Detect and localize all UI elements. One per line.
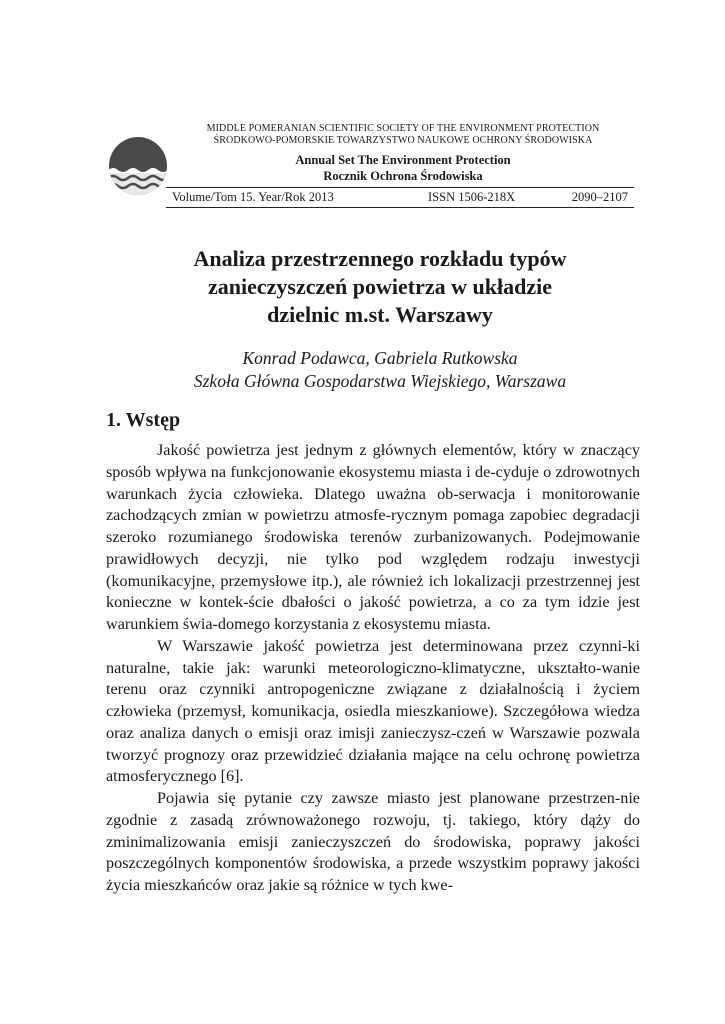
author-names: Konrad Podawca, Gabriela Rutkowska bbox=[242, 348, 518, 368]
page-range: 2090–2107 bbox=[571, 190, 628, 204]
volume-year: Volume/Tom 15. Year/Rok 2013 bbox=[172, 190, 334, 204]
society-name-pl: ŚRODKOWO-POMORSKIE TOWARZYSTWO NAUKOWE OCHRONY ŚRODOWISKA bbox=[213, 135, 593, 146]
section-heading: 1. Wstęp bbox=[106, 409, 181, 431]
paragraph-2: W Warszawie jakość powietrza jest determinowana przez czynni-ki naturalne, takie jak: warunki meteorologiczno-klimatyczne, ukształto-wanie terenu oraz czynniki antropogeniczne związane z działalnością i życiem człowieka (przemysł, komunikacja, osiedla mieszkaniowe). Szczegółowa wiedza oraz analiza danych o emisji oraz imisji zanieczysz-czeń w Warszawie pozwala tworzyć prognozy oraz przewidzieć działania mające na celu ochronę powietrza atmosferycznego [6]. bbox=[106, 636, 640, 786]
paragraph-3: Pojawia się pytanie czy zawsze miasto jest planowane przestrzen-nie zgodnie z zasadą zrównoważonego rozwoju, tj. takiego, który dąży do zminimalizowania emisji zanieczyszczeń do środowiska, poprawy jakości poszczególnych komponentów środowiska, a przede wszystkim poprawy jakości życia mieszkańców oraz jakie są różnice w tych kwe- bbox=[106, 789, 640, 894]
header-rule-top bbox=[166, 187, 634, 188]
paper-title-line-2: zanieczyszczeń powietrza w układzie bbox=[208, 274, 552, 299]
annual-title-pl: Rocznik Ochrona Środowiska bbox=[323, 169, 483, 183]
paragraph-1: Jakość powietrza jest jednym z głównych elementów, który w znaczący sposób wpływa na funkcjonowanie ekosystemu miasta i de-cyduje o zdrowotnych warunkach życia człowieka. Dlatego uważna ob-serwacja i monitorowanie zachodzących zmian w powietrzu atmosfe-rycznym pomaga zapobiec degradacji szeroko rozumianego środowiska terenów zurbanizowanych. Podejmowanie prawidłowych decyzji, nie tylko pod względem rodzaju inwestycji (komunikacyjne, przemysłowe itp.), ale również ich lokalizacji przestrzennej jest konieczne w kontek-ście dbałości o jakość powietrza, a co za tym idzie jest warunkiem świa-domego korzystania z ekosystemu miasta. bbox=[106, 441, 640, 633]
society-logo-icon bbox=[108, 136, 168, 196]
header-rule-bottom bbox=[166, 207, 634, 208]
paper-title-line-3: dzielnic m.st. Warszawy bbox=[267, 302, 493, 327]
journal-header bbox=[106, 118, 634, 214]
issn: ISSN 1506-218X bbox=[428, 190, 516, 204]
society-name-en: MIDDLE POMERANIAN SCIENTIFIC SOCIETY OF THE ENVIRONMENT PROTECTION bbox=[206, 123, 600, 134]
body-text bbox=[106, 440, 640, 897]
author-affiliation: Szkoła Główna Gospodarstwa Wiejskiego, Warszawa bbox=[193, 371, 567, 391]
annual-title-en: Annual Set The Environment Protection bbox=[295, 153, 511, 167]
paper-title-line-1: Analiza przestrzennego rozkładu typów bbox=[193, 246, 567, 271]
